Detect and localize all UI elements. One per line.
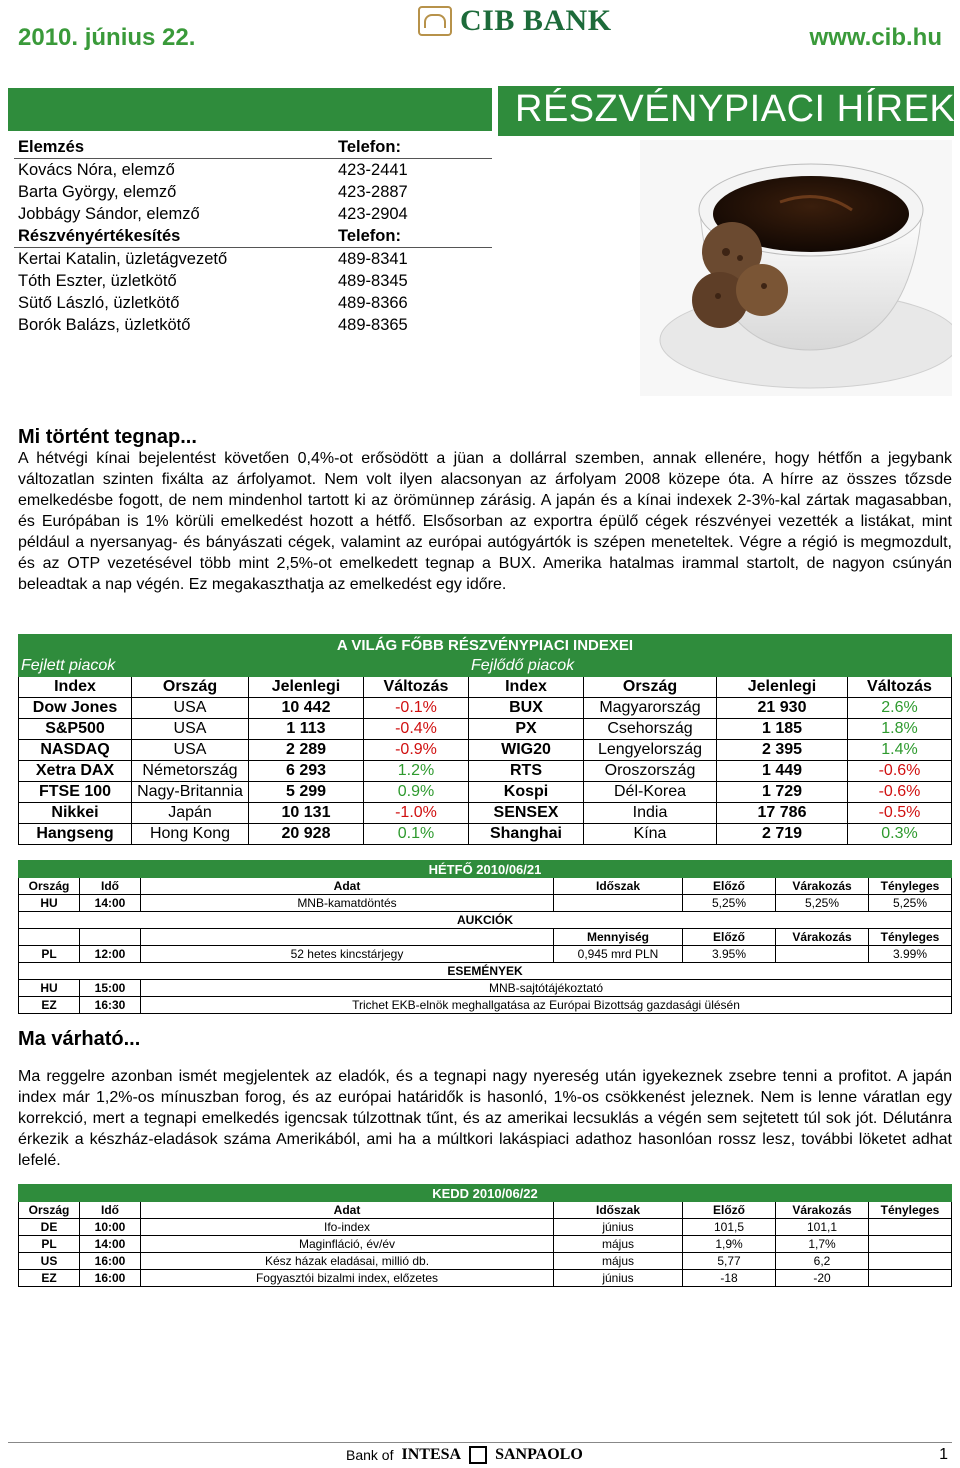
- monday-calendar-table: [18, 860, 952, 1014]
- contact-row: [14, 181, 492, 203]
- value-cell: 10 442: [249, 698, 364, 719]
- header-cell: Adat: [141, 1202, 554, 1219]
- act-cell: [869, 1270, 952, 1287]
- today-text: Ma reggelre azonban ismét megjelentek az eladók, és a tegnapi nagy nyereség után igyekeznek zsebre tenni a profitot. A japán index már 1,2%-os mínuszban forog, és az európai határidők is hasonló, 1%-os csökkenést jeleznek. Nem is lenne váratlan egy korrekció, mert a tegnapi emelkedés igencsak túlzottnak tűnt, és az amerikai lecsuklás a végén sem sejtetett túl sok jót. Délutánra érkezik a készház-eladások száma Amerikából, ami ha a múltkori lakáspiaci adathoz hasonlóan rossz lesz, további löketet adhat lefelé.: [18, 1068, 952, 1169]
- contact-row: [14, 292, 492, 314]
- tuesday-header-row: [19, 1202, 952, 1219]
- header-cell: Változás: [848, 677, 952, 698]
- event-cell: Maginfláció, év/év: [141, 1236, 554, 1253]
- contact-tel: 489-8366: [338, 294, 408, 312]
- change-cell: -1.0%: [364, 803, 469, 824]
- contact-name: Sütő László, üzletkötő: [18, 294, 180, 312]
- index-row: [19, 740, 952, 761]
- event-cell: Fogyasztói bizalmi index, előzetes: [141, 1270, 554, 1287]
- country-cell: Lengyelország: [584, 740, 717, 761]
- index-name-cell: PX: [469, 719, 584, 740]
- bank-of-label: Bank of: [346, 1447, 394, 1463]
- event-cell: 52 hetes kincstárjegy: [141, 946, 554, 963]
- today-heading: Ma várható...: [18, 1028, 141, 1050]
- sales-header: [14, 225, 492, 247]
- analysis-header: [14, 136, 492, 158]
- time-cell: 16:30: [80, 997, 141, 1014]
- index-name-cell: RTS: [469, 761, 584, 782]
- monday-title: HÉTFŐ 2010/06/21: [19, 861, 952, 878]
- header-cell: Ország: [132, 677, 249, 698]
- change-cell: 0.9%: [364, 782, 469, 803]
- prev-cell: 3.95%: [683, 946, 776, 963]
- time-cell: 14:00: [80, 1236, 141, 1253]
- change-cell: 2.6%: [848, 698, 952, 719]
- index-name-cell: Shanghai: [469, 824, 584, 845]
- tuesday-calendar-table: [18, 1184, 952, 1287]
- contact-row: [14, 203, 492, 225]
- header-cell: Tényleges: [869, 1202, 952, 1219]
- exp-cell: 5,25%: [776, 895, 869, 912]
- events-title: ESEMÉNYEK: [19, 963, 952, 980]
- header-cell: Jelenlegi: [249, 677, 364, 698]
- value-cell: 5 299: [249, 782, 364, 803]
- change-cell: 1.2%: [364, 761, 469, 782]
- table-row: [19, 1270, 952, 1287]
- change-cell: -0.6%: [848, 782, 952, 803]
- sales-label: Részvényértékesítés: [18, 227, 181, 245]
- country-cell: Dél-Korea: [584, 782, 717, 803]
- change-cell: -0.6%: [848, 761, 952, 782]
- country-cell: DE: [19, 1219, 80, 1236]
- indices-header-row: [19, 677, 952, 698]
- table-row: [19, 1219, 952, 1236]
- country-cell: Nagy-Britannia: [132, 782, 249, 803]
- value-cell: 1 449: [717, 761, 848, 782]
- analysis-label: Elemzés: [18, 138, 85, 156]
- contact-row: [14, 158, 492, 181]
- event-cell: Kész házak eladásai, millió db.: [141, 1253, 554, 1270]
- act-cell: [869, 1236, 952, 1253]
- event-cell: Trichet EKB-elnök meghallgatása az Európai Bizottság gazdasági ülésén: [141, 997, 952, 1014]
- header-cell: Időszak: [554, 878, 683, 895]
- header-cell: Mennyiség: [554, 929, 683, 946]
- header-cell: Ország: [19, 1202, 80, 1219]
- contact-tel: 423-2441: [338, 161, 408, 179]
- change-cell: 1.4%: [848, 740, 952, 761]
- exp-cell: -20: [776, 1270, 869, 1287]
- period-cell: június: [554, 1270, 683, 1287]
- header-cell: Index: [19, 677, 132, 698]
- index-row: [19, 824, 952, 845]
- prev-cell: 5,77: [683, 1253, 776, 1270]
- world-indices-table: [18, 634, 952, 845]
- period-cell: május: [554, 1253, 683, 1270]
- header-cell: Ország: [584, 677, 717, 698]
- table-row: [19, 946, 952, 963]
- header-cell: Tényleges: [869, 878, 952, 895]
- table-row: [19, 980, 952, 997]
- act-cell: [869, 1253, 952, 1270]
- value-cell: 6 293: [249, 761, 364, 782]
- prev-cell: 1,9%: [683, 1236, 776, 1253]
- index-row: [19, 782, 952, 803]
- report-date: 2010. június 22.: [18, 24, 196, 51]
- index-name-cell: WIG20: [469, 740, 584, 761]
- value-cell: 1 729: [717, 782, 848, 803]
- index-row: [19, 719, 952, 740]
- contact-row: [14, 314, 492, 336]
- exp-cell: 6,2: [776, 1253, 869, 1270]
- index-name-cell: SENSEX: [469, 803, 584, 824]
- coffee-cup-image: [640, 140, 952, 396]
- prev-cell: 101,5: [683, 1219, 776, 1236]
- table-row: [19, 997, 952, 1014]
- monday-header-row: [19, 878, 952, 895]
- footer-brand: [346, 1446, 583, 1464]
- change-cell: 1.8%: [848, 719, 952, 740]
- yesterday-heading: Mi történt tegnap...: [18, 426, 197, 448]
- banner-title: RÉSZVÉNYPIACI HÍREK: [515, 88, 956, 130]
- time-cell: 14:00: [80, 895, 141, 912]
- contact-name: Tóth Eszter, üzletkötő: [18, 272, 177, 290]
- country-cell: Magyarország: [584, 698, 717, 719]
- contact-tel: 423-2887: [338, 183, 408, 201]
- change-cell: 0.1%: [364, 824, 469, 845]
- index-name-cell: S&P500: [19, 719, 132, 740]
- country-cell: PL: [19, 1236, 80, 1253]
- exp-cell: [776, 946, 869, 963]
- contact-row: [14, 270, 492, 292]
- act-cell: 5,25%: [869, 895, 952, 912]
- country-cell: USA: [132, 719, 249, 740]
- country-cell: Hong Kong: [132, 824, 249, 845]
- index-name-cell: BUX: [469, 698, 584, 719]
- index-row: [19, 803, 952, 824]
- index-name-cell: Xetra DAX: [19, 761, 132, 782]
- country-cell: Japán: [132, 803, 249, 824]
- header-cell: Változás: [364, 677, 469, 698]
- auctions-header-row: [19, 929, 952, 946]
- sanpaolo-logo-icon: [469, 1446, 487, 1464]
- header-cell: Várakozás: [776, 929, 869, 946]
- index-name-cell: FTSE 100: [19, 782, 132, 803]
- cib-logo-icon: [418, 6, 452, 36]
- change-cell: -0.5%: [848, 803, 952, 824]
- header-cell: Idő: [80, 878, 141, 895]
- change-cell: -0.1%: [364, 698, 469, 719]
- country-cell: EZ: [19, 1270, 80, 1287]
- index-name-cell: Nikkei: [19, 803, 132, 824]
- table-row: [19, 895, 952, 912]
- country-cell: Oroszország: [584, 761, 717, 782]
- time-cell: 16:00: [80, 1270, 141, 1287]
- event-cell: Ifo-index: [141, 1219, 554, 1236]
- prev-cell: -18: [683, 1270, 776, 1287]
- period-cell: [554, 895, 683, 912]
- value-cell: 1 113: [249, 719, 364, 740]
- index-row: [19, 698, 952, 719]
- exp-cell: 101,1: [776, 1219, 869, 1236]
- country-cell: US: [19, 1253, 80, 1270]
- value-cell: 10 131: [249, 803, 364, 824]
- footer-divider: [8, 1442, 952, 1443]
- table-row: [19, 1253, 952, 1270]
- developed-markets-label: Fejlett piacok: [19, 656, 469, 677]
- event-cell: MNB-kamatdöntés: [141, 895, 554, 912]
- contact-row: [14, 247, 492, 270]
- contact-name: Jobbágy Sándor, elemző: [18, 205, 200, 223]
- contact-tel: 489-8341: [338, 250, 408, 268]
- contact-name: Kovács Nóra, elemző: [18, 161, 175, 179]
- header-cell: Jelenlegi: [717, 677, 848, 698]
- change-cell: 0.3%: [848, 824, 952, 845]
- value-cell: 17 786: [717, 803, 848, 824]
- country-cell: Németország: [132, 761, 249, 782]
- index-name-cell: Kospi: [469, 782, 584, 803]
- change-cell: -0.9%: [364, 740, 469, 761]
- country-cell: Kína: [584, 824, 717, 845]
- header-cell: Várakozás: [776, 1202, 869, 1219]
- value-cell: 2 289: [249, 740, 364, 761]
- header-cell: Idő: [80, 1202, 141, 1219]
- country-cell: USA: [132, 698, 249, 719]
- period-cell: május: [554, 1236, 683, 1253]
- amount-cell: 0,945 mrd PLN: [554, 946, 683, 963]
- time-cell: 15:00: [80, 980, 141, 997]
- period-cell: június: [554, 1219, 683, 1236]
- time-cell: 12:00: [80, 946, 141, 963]
- value-cell: 1 185: [717, 719, 848, 740]
- header-cell: Időszak: [554, 1202, 683, 1219]
- exp-cell: 1,7%: [776, 1236, 869, 1253]
- country-cell: HU: [19, 895, 80, 912]
- index-name-cell: Dow Jones: [19, 698, 132, 719]
- header-cell: Előző: [683, 929, 776, 946]
- header-cell: Előző: [683, 878, 776, 895]
- header-cell: Előző: [683, 1202, 776, 1219]
- emerging-markets-label: Fejlődő piacok: [469, 656, 952, 677]
- value-cell: 2 395: [717, 740, 848, 761]
- header-cell: Várakozás: [776, 878, 869, 895]
- value-cell: 21 930: [717, 698, 848, 719]
- country-cell: EZ: [19, 997, 80, 1014]
- header-cell: Tényleges: [869, 929, 952, 946]
- header-cell: Adat: [141, 878, 554, 895]
- sanpaolo-label: SANPAOLO: [495, 1446, 583, 1463]
- cib-bank-logo: [418, 4, 612, 38]
- contact-name: Borók Balázs, üzletkötő: [18, 316, 191, 334]
- act-cell: [869, 1219, 952, 1236]
- act-cell: 3.99%: [869, 946, 952, 963]
- index-row: [19, 761, 952, 782]
- prev-cell: 5,25%: [683, 895, 776, 912]
- page-number: 1: [939, 1446, 948, 1463]
- contact-tel: 423-2904: [338, 205, 408, 223]
- country-cell: India: [584, 803, 717, 824]
- change-cell: -0.4%: [364, 719, 469, 740]
- contact-name: Kertai Katalin, üzletágvezető: [18, 250, 228, 268]
- country-cell: HU: [19, 980, 80, 997]
- website-url[interactable]: www.cib.hu: [809, 24, 942, 51]
- intesa-label: INTESA: [401, 1446, 462, 1463]
- contacts-block: [14, 136, 492, 336]
- logo-text: CIB BANK: [460, 4, 612, 37]
- header-cell: Index: [469, 677, 584, 698]
- indices-title: A VILÁG FŐBB RÉSZVÉNYPIACI INDEXEI: [19, 635, 952, 656]
- contact-tel: 489-8365: [338, 316, 408, 334]
- header-cell: Ország: [19, 878, 80, 895]
- index-name-cell: NASDAQ: [19, 740, 132, 761]
- event-cell: MNB-sajtótájékoztató: [141, 980, 952, 997]
- index-name-cell: Hangseng: [19, 824, 132, 845]
- country-cell: Csehország: [584, 719, 717, 740]
- table-row: [19, 1236, 952, 1253]
- time-cell: 16:00: [80, 1253, 141, 1270]
- country-cell: PL: [19, 946, 80, 963]
- value-cell: 20 928: [249, 824, 364, 845]
- yesterday-text: A hétvégi kínai bejelentést követően 0,4%-ot erősödött a jüan a dollárral szemben, annak ellenére, hogy hétfőn a jegybank változatlan szinten fixálta az árfolyamot. Nem volt ilyen alacsonyan az árfolyam 2008 közepe óta. A hírre az összes tőzsde emelkedésbe fogott, de nem mindenhol tartott ki az örömünnep zárásig. A japán és a kínai indexek 2-3%-kal zártak magasabban, és Európában is 1% körüli emelkedést hozott a hétfő. Elsősorban az exportra épülő cégek részvényei vezették a listákat, mint például a nyersanyag- és bányászati cégek, valamint az európai autógyártók is szépen meneteltek. Végre a régió is megmozdult, és az OTP vezetésével több mint 2,5%-ot emelkedett tegnap a BUX. Amerika hatalmas irammal startolt, de nagyon csúnyán beleadtak a nap végén. Ez megakaszthatja az emelkedést egy időre.: [18, 450, 952, 593]
- contacts-header-bar: [8, 88, 492, 131]
- tuesday-title: KEDD 2010/06/22: [19, 1185, 952, 1202]
- contact-name: Barta György, elemző: [18, 183, 177, 201]
- analysis-tel-label: Telefon:: [338, 138, 401, 156]
- auctions-title: AUKCIÓK: [19, 912, 952, 929]
- value-cell: 2 719: [717, 824, 848, 845]
- time-cell: 10:00: [80, 1219, 141, 1236]
- sales-tel-label: Telefon:: [338, 227, 401, 245]
- country-cell: USA: [132, 740, 249, 761]
- contact-tel: 489-8345: [338, 272, 408, 290]
